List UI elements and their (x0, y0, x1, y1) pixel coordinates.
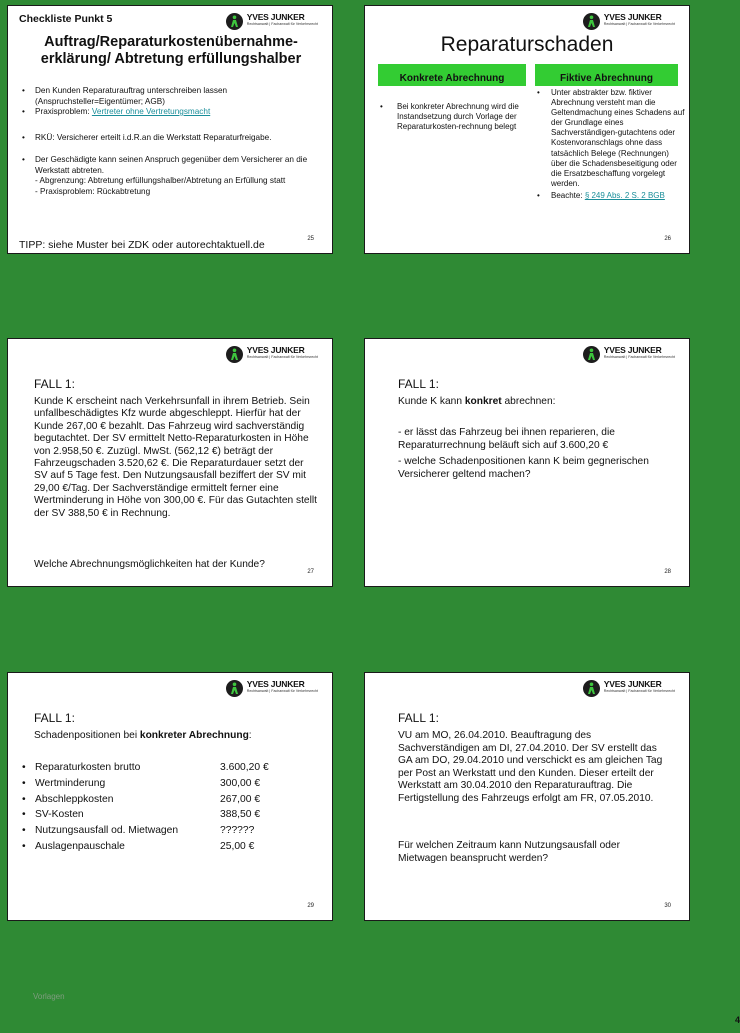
fiktiv-list (537, 88, 685, 203)
text-bold: konkreter Abrechnung (139, 730, 249, 741)
list-item (22, 823, 302, 839)
positions-intro (34, 730, 316, 743)
logo-name: YVES JUNKER (246, 345, 305, 355)
position-label: • Auslagenpauschale (35, 840, 125, 852)
page-number: 26 (664, 236, 671, 242)
list-item-text: Beachte: (551, 190, 585, 200)
text-suffix: abrechnen: (501, 396, 556, 407)
slide-header: Checkliste Punkt 5 (19, 13, 113, 25)
case-line-2: - er lässt das Fahrzeug bei ihnen reparieren, die Reparaturrechnung beläuft sich auf 3.600,20 € (398, 427, 615, 451)
logo (583, 346, 675, 363)
text-prefix: Kunde K kann (398, 396, 465, 407)
footer-label: Vorlagen (33, 992, 65, 1001)
page-number: 28 (664, 569, 671, 575)
logo-name: YVES JUNKER (603, 679, 662, 689)
list-item (22, 776, 302, 792)
slide-30 (364, 672, 690, 921)
slide-title-line2: erklärung/ Abtretung erfüllungshalber (40, 51, 302, 67)
position-value: 267,00 € (220, 793, 261, 805)
lawyer-figure-icon (226, 680, 243, 697)
page-number: 30 (664, 903, 671, 909)
position-value: 3.600,20 € (220, 762, 269, 773)
position-value: 300,00 € (220, 777, 261, 789)
slide-title: FALL 1: (398, 711, 439, 725)
slide-title (18, 34, 324, 68)
konkret-bullet-text: Bei konkreter Abrechnung wird die Instandsetzung durch Vorlage der Reparaturkosten-rechnung belegt (397, 102, 519, 131)
text-suffix: : (248, 730, 252, 741)
case-text: Kunde K erscheint nach Verkehrsunfall in ihrem Betrieb. Sein unfallbeschädigtes Kfz wurde abgeschleppt. Hierfür hat der Kunde 267,00 € bezahlt. Das Fahrzeug wird sachverständig begutachtet. Der SV ermittelt Netto-Reparaturkosten in Höhe von 2.958,50 €. Zuzügl. MwSt. (562,12 €) beträgt der Fahrzeugschaden 3.520,62 €. Die Reparaturdauer setzt der SV auf 5 Tage fest. Den Nutzungsausfall beziffert der SV mit 29,00 €/Tag. Der Sachverständige ermittelt ferner eine Wertminderung in Höhe von 300,00 €. Für das Gutachten stellt der SV 388,50 € in Rechnung. (34, 396, 317, 519)
position-label: • Reparaturkosten brutto (35, 762, 141, 773)
position-label: • Wertminderung (35, 777, 106, 789)
position-label: • SV-Kosten (35, 809, 84, 821)
slide-title: FALL 1: (34, 711, 75, 725)
slide-title: Reparaturschaden (440, 33, 614, 56)
list-item (22, 760, 302, 776)
list-item-text: Praxisproblem: (35, 107, 92, 116)
position-value: 25,00 € (220, 840, 255, 852)
lawyer-figure-icon (583, 346, 600, 363)
slide-title: FALL 1: (34, 377, 75, 391)
logo-subtitle: Rechtsanwalt | Fachanwalt für Verkehrsrecht (603, 21, 675, 26)
logo-subtitle: Rechtsanwalt | Fachanwalt für Verkehrsrecht (603, 688, 675, 693)
corner-mark: 4 (734, 1015, 740, 1025)
lawyer-figure-icon (226, 13, 243, 30)
slide-25 (7, 5, 333, 254)
logo-name: YVES JUNKER (246, 679, 305, 689)
page-number: 25 (307, 236, 314, 242)
page-number: 29 (307, 903, 314, 909)
logo (583, 680, 675, 697)
logo-name: YVES JUNKER (246, 12, 305, 22)
tip-text: TIPP: siehe Muster bei ZDK oder autorechtaktuell.de (19, 239, 265, 251)
list-item: • Der Geschädigte kann seinen Anspruch gegenüber dem Versicherer an die Werkstatt abtreten. (22, 155, 322, 176)
logo-name: YVES JUNKER (603, 12, 662, 22)
case-line-1 (398, 396, 680, 409)
list-item: • Unter abstrakter bzw. fiktiver Abrechnung versteht man die Geltendmachung eines Schadens auf der Grundlage eines Sachverständigen-gutachtens oder Kostenvoranschlags ohne dass tatsächlich Belege (Rechnungen) über die Schadensbeseitigung oder die Ersatzbeschaffung vorgelegt werden. (537, 88, 685, 189)
page-number: 27 (307, 569, 314, 575)
logo (226, 13, 318, 30)
logo-subtitle: Rechtsanwalt | Fachanwalt für Verkehrsrecht (246, 21, 318, 26)
text-bold: konkret (464, 396, 502, 407)
column-header-konkret: Konkrete Abrechnung (378, 64, 526, 86)
vertreter-link[interactable]: Vertreter ohne Vertretungsmacht (91, 107, 211, 116)
konkret-bullet (380, 102, 530, 132)
bgb-link[interactable]: § 249 Abs. 2 S. 2 BGB (584, 190, 665, 200)
logo (583, 13, 675, 30)
logo (226, 680, 318, 697)
slide-title: FALL 1: (398, 377, 439, 391)
case-line-3: - welche Schadenpositionen kann K beim gegnerischen Versicherer geltend machen? (398, 456, 649, 480)
bullet-list (22, 86, 322, 197)
list-item: • Den Kunden Reparaturauftrag unterschreiben lassen (Anspruchsteller=Eigentümer; AGB) (22, 86, 322, 107)
list-item (22, 839, 302, 855)
list-subitem: - Abgrenzung: Abtretung erfüllungshalber/Abtretung an Erfüllung statt (35, 176, 286, 185)
position-label: • Abschleppkosten (35, 793, 114, 805)
case-question: Welche Abrechnungsmöglichkeiten hat der Kunde? (34, 559, 265, 570)
logo-subtitle: Rechtsanwalt | Fachanwalt für Verkehrsrecht (246, 354, 318, 359)
slide-title-line1: Auftrag/Reparaturkostenübernahme- (44, 34, 298, 50)
slide-27 (7, 338, 333, 587)
positions-list (22, 760, 302, 855)
logo-subtitle: Rechtsanwalt | Fachanwalt für Verkehrsrecht (246, 688, 318, 693)
list-item: • RKÜ: Versicherer erteilt i.d.R.an die Werkstatt Reparaturfreigabe. (22, 133, 322, 144)
list-item (22, 107, 322, 118)
slide-29 (7, 672, 333, 921)
list-item (22, 807, 302, 823)
case-question: Für welchen Zeitraum kann Nutzungsausfall oder Mietwagen beansprucht werden? (398, 840, 620, 864)
logo-name: YVES JUNKER (603, 345, 662, 355)
lawyer-figure-icon (583, 13, 600, 30)
lawyer-figure-icon (583, 680, 600, 697)
position-label: • Nutzungsausfall od. Mietwagen (35, 825, 179, 837)
lawyer-figure-icon (226, 346, 243, 363)
column-header-fiktiv: Fiktive Abrechnung (535, 64, 678, 86)
position-value: 388,50 € (220, 809, 261, 821)
slide-26 (364, 5, 690, 254)
text-prefix: Schadenpositionen bei (34, 730, 140, 741)
slide-28 (364, 338, 690, 587)
case-text: VU am MO, 26.04.2010. Beauftragung des Sachverständigen am DI, 27.04.2010. Der SV erstellt das GA am DO, 29.04.2010 und verschickt es am gleichen Tag per Post an Werkstatt und den Kunden. Dieser erteilt der Werkstatt am 30.04.2010 den Reparaturauftrag. Die Fertigstellung des Fahrzeugs erfolgt am FR, 07.05.2010. (398, 730, 663, 804)
list-subitem: - Praxisproblem: Rückabtretung (35, 186, 151, 196)
position-value: ?????? (220, 825, 255, 837)
logo-subtitle: Rechtsanwalt | Fachanwalt für Verkehrsrecht (603, 354, 675, 359)
list-item (22, 792, 302, 808)
list-item (537, 191, 685, 201)
logo (226, 346, 318, 363)
